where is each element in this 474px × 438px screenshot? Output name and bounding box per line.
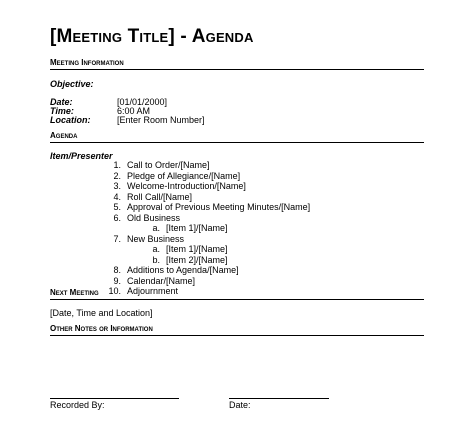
objective-label: Objective:	[50, 79, 94, 89]
agenda-item-text: Calendar/[Name]	[127, 275, 196, 286]
agenda-item-number: 3.	[113, 181, 121, 191]
agenda-item	[50, 202, 424, 213]
agenda-subitem-text: [Item 1]/[Name]	[166, 244, 228, 254]
agenda-item-text: Welcome-Introduction/[Name]	[127, 181, 246, 191]
agenda-subitem	[50, 255, 424, 266]
agenda-subitem	[50, 244, 424, 255]
agenda-item-number: 9.	[113, 275, 121, 286]
agenda-item-text: Approval of Previous Meeting Minutes/[Name]	[127, 202, 311, 212]
agenda-item-number: 2.	[113, 170, 121, 181]
agenda-item	[50, 213, 424, 224]
recorded-by-label: Recorded By:	[50, 400, 105, 410]
location-value: [Enter Room Number]	[117, 115, 205, 125]
agenda-item	[50, 192, 424, 203]
agenda-subitem-text: [Item 2]/[Name]	[166, 254, 228, 265]
agenda-subitem-letter: b.	[152, 254, 160, 265]
agenda-heading: Agenda	[50, 131, 424, 143]
agenda-item-number: 1.	[113, 160, 121, 170]
agenda-item	[50, 276, 424, 287]
date-label: Date:	[50, 97, 73, 107]
time-label: Time:	[50, 106, 74, 116]
agenda-item-text: Pledge of Allegiance/[Name]	[127, 170, 241, 181]
agenda-subitem-text: [Item 1]/[Name]	[166, 223, 228, 233]
document-title: [Meeting Title] - Agenda	[50, 26, 254, 47]
other-notes-heading: Other Notes or Information	[50, 324, 424, 336]
meeting-information-heading: Meeting Information	[50, 58, 424, 70]
agenda-item-number: 5.	[113, 202, 121, 212]
signature-date-label: Date:	[229, 400, 251, 410]
agenda-item	[50, 265, 424, 276]
date-value: [01/01/2000]	[117, 97, 168, 107]
recorded-by-signature-line	[50, 398, 179, 399]
agenda-item-text: Additions to Agenda/[Name]	[127, 265, 239, 275]
agenda-item	[50, 181, 424, 192]
agenda-item-text: New Business	[127, 233, 185, 244]
next-meeting-value: [Date, Time and Location]	[50, 308, 153, 318]
agenda-document	[50, 0, 424, 438]
time-value: 6:00 AM	[117, 106, 151, 116]
agenda-item	[50, 171, 424, 182]
agenda-subitem-letter: a.	[152, 223, 160, 233]
item-presenter-label: Item/Presenter	[50, 151, 113, 161]
agenda-subitem-letter: a.	[152, 244, 160, 254]
agenda-item-text: Roll Call/[Name]	[127, 191, 193, 202]
agenda-item-number: 7.	[113, 233, 121, 244]
agenda-list	[50, 160, 424, 297]
date-signature-line	[229, 398, 329, 399]
agenda-item	[50, 160, 424, 171]
agenda-item-text: Old Business	[127, 212, 181, 223]
agenda-item-number: 8.	[113, 265, 121, 275]
next-meeting-heading: Next Meeting	[50, 288, 424, 300]
agenda-item-number: 4.	[113, 191, 121, 202]
agenda-item-number: 6.	[113, 212, 121, 223]
agenda-item-text: Call to Order/[Name]	[127, 160, 210, 170]
agenda-item-number: 10.	[108, 286, 121, 296]
agenda-subitem	[50, 223, 424, 234]
agenda-item	[50, 234, 424, 245]
location-label: Location:	[50, 115, 91, 125]
agenda-item-text: Adjournment	[127, 286, 179, 296]
